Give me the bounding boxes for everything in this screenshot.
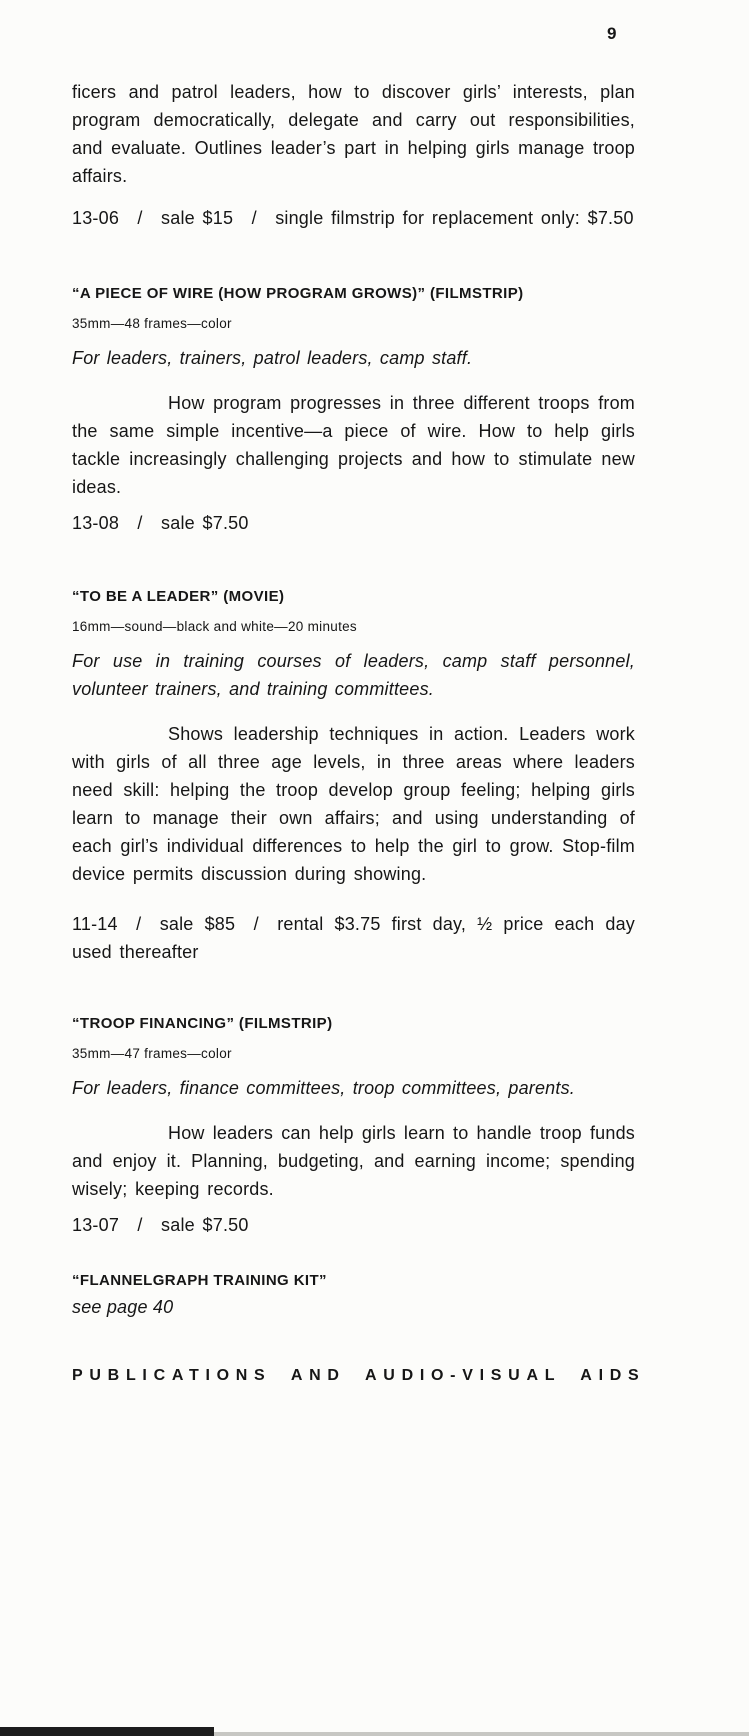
entry-specs: 35mm—48 frames—color: [72, 316, 232, 331]
scan-artifact-bar: [0, 1727, 214, 1736]
entry-description: How leaders can help girls learn to handle troop funds and enjoy it. Planning, budgeting, and earning income; spending wisely; keeping records.: [72, 1123, 635, 1199]
entry-title: “A PIECE OF WIRE (HOW PROGRAM GROWS)” (FILMSTRIP): [72, 285, 524, 302]
entry-title: “FLANNELGRAPH TRAINING KIT”: [72, 1272, 327, 1289]
page-number: 9: [607, 24, 617, 43]
entry-title: “TROOP FINANCING” (FILMSTRIP): [72, 1015, 333, 1032]
entry-flannelgraph-kit: [72, 1271, 635, 1321]
section-footer-title: PUBLICATIONS AND AUDIO-VISUAL AIDS: [72, 1367, 646, 1384]
entry-to-be-a-leader: [72, 587, 635, 966]
entry-pricing-line: 13-08 / sale $7.50: [72, 513, 249, 533]
entry-pricing-line: 11-14 / sale $85 / rental $3.75 first day, ½ price each day used thereafter: [72, 914, 635, 962]
entry-see-page-note: see page 40: [72, 1297, 174, 1317]
scan-artifact-bar-faint: [214, 1732, 749, 1736]
entry-audience: For use in training courses of leaders, camp staff personnel, volunteer trainers, and training committees.: [72, 651, 635, 699]
intro-paragraph: ficers and patrol leaders, how to discover girls’ interests, plan program democratically, delegate and carry out responsibilities, and evaluate. Outlines leader’s part in helping girls manage troop affairs.: [72, 82, 635, 186]
entry-audience: For leaders, trainers, patrol leaders, camp staff.: [72, 348, 473, 368]
entry-description: Shows leadership techniques in action. Leaders work with girls of all three age levels, in three areas where leaders need skill: helping the troop develop group feeling; helping girls learn to manage their own affairs; and using understanding of each girl’s individual differences to help the girl to grow. Stop-film device permits discussion during showing.: [72, 724, 635, 884]
entry-specs: 16mm—sound—black and white—20 minutes: [72, 619, 357, 634]
entry-piece-of-wire: [72, 284, 635, 537]
entry-pricing-line: 13-07 / sale $7.50: [72, 1215, 249, 1235]
entry-specs: 35mm—47 frames—color: [72, 1046, 232, 1061]
entry-description: How program progresses in three different troops from the same simple incentive—a piece of wire. How to help girls tackle increasingly challenging projects and how to stimulate new ideas.: [72, 393, 635, 497]
intro-pricing-line: 13-06 / sale $15 / single filmstrip for replacement only: $7.50: [72, 208, 634, 228]
entry-audience: For leaders, finance committees, troop committees, parents.: [72, 1078, 575, 1098]
entry-troop-financing: [72, 1014, 635, 1239]
entry-title: “TO BE A LEADER” (MOVIE): [72, 588, 285, 605]
